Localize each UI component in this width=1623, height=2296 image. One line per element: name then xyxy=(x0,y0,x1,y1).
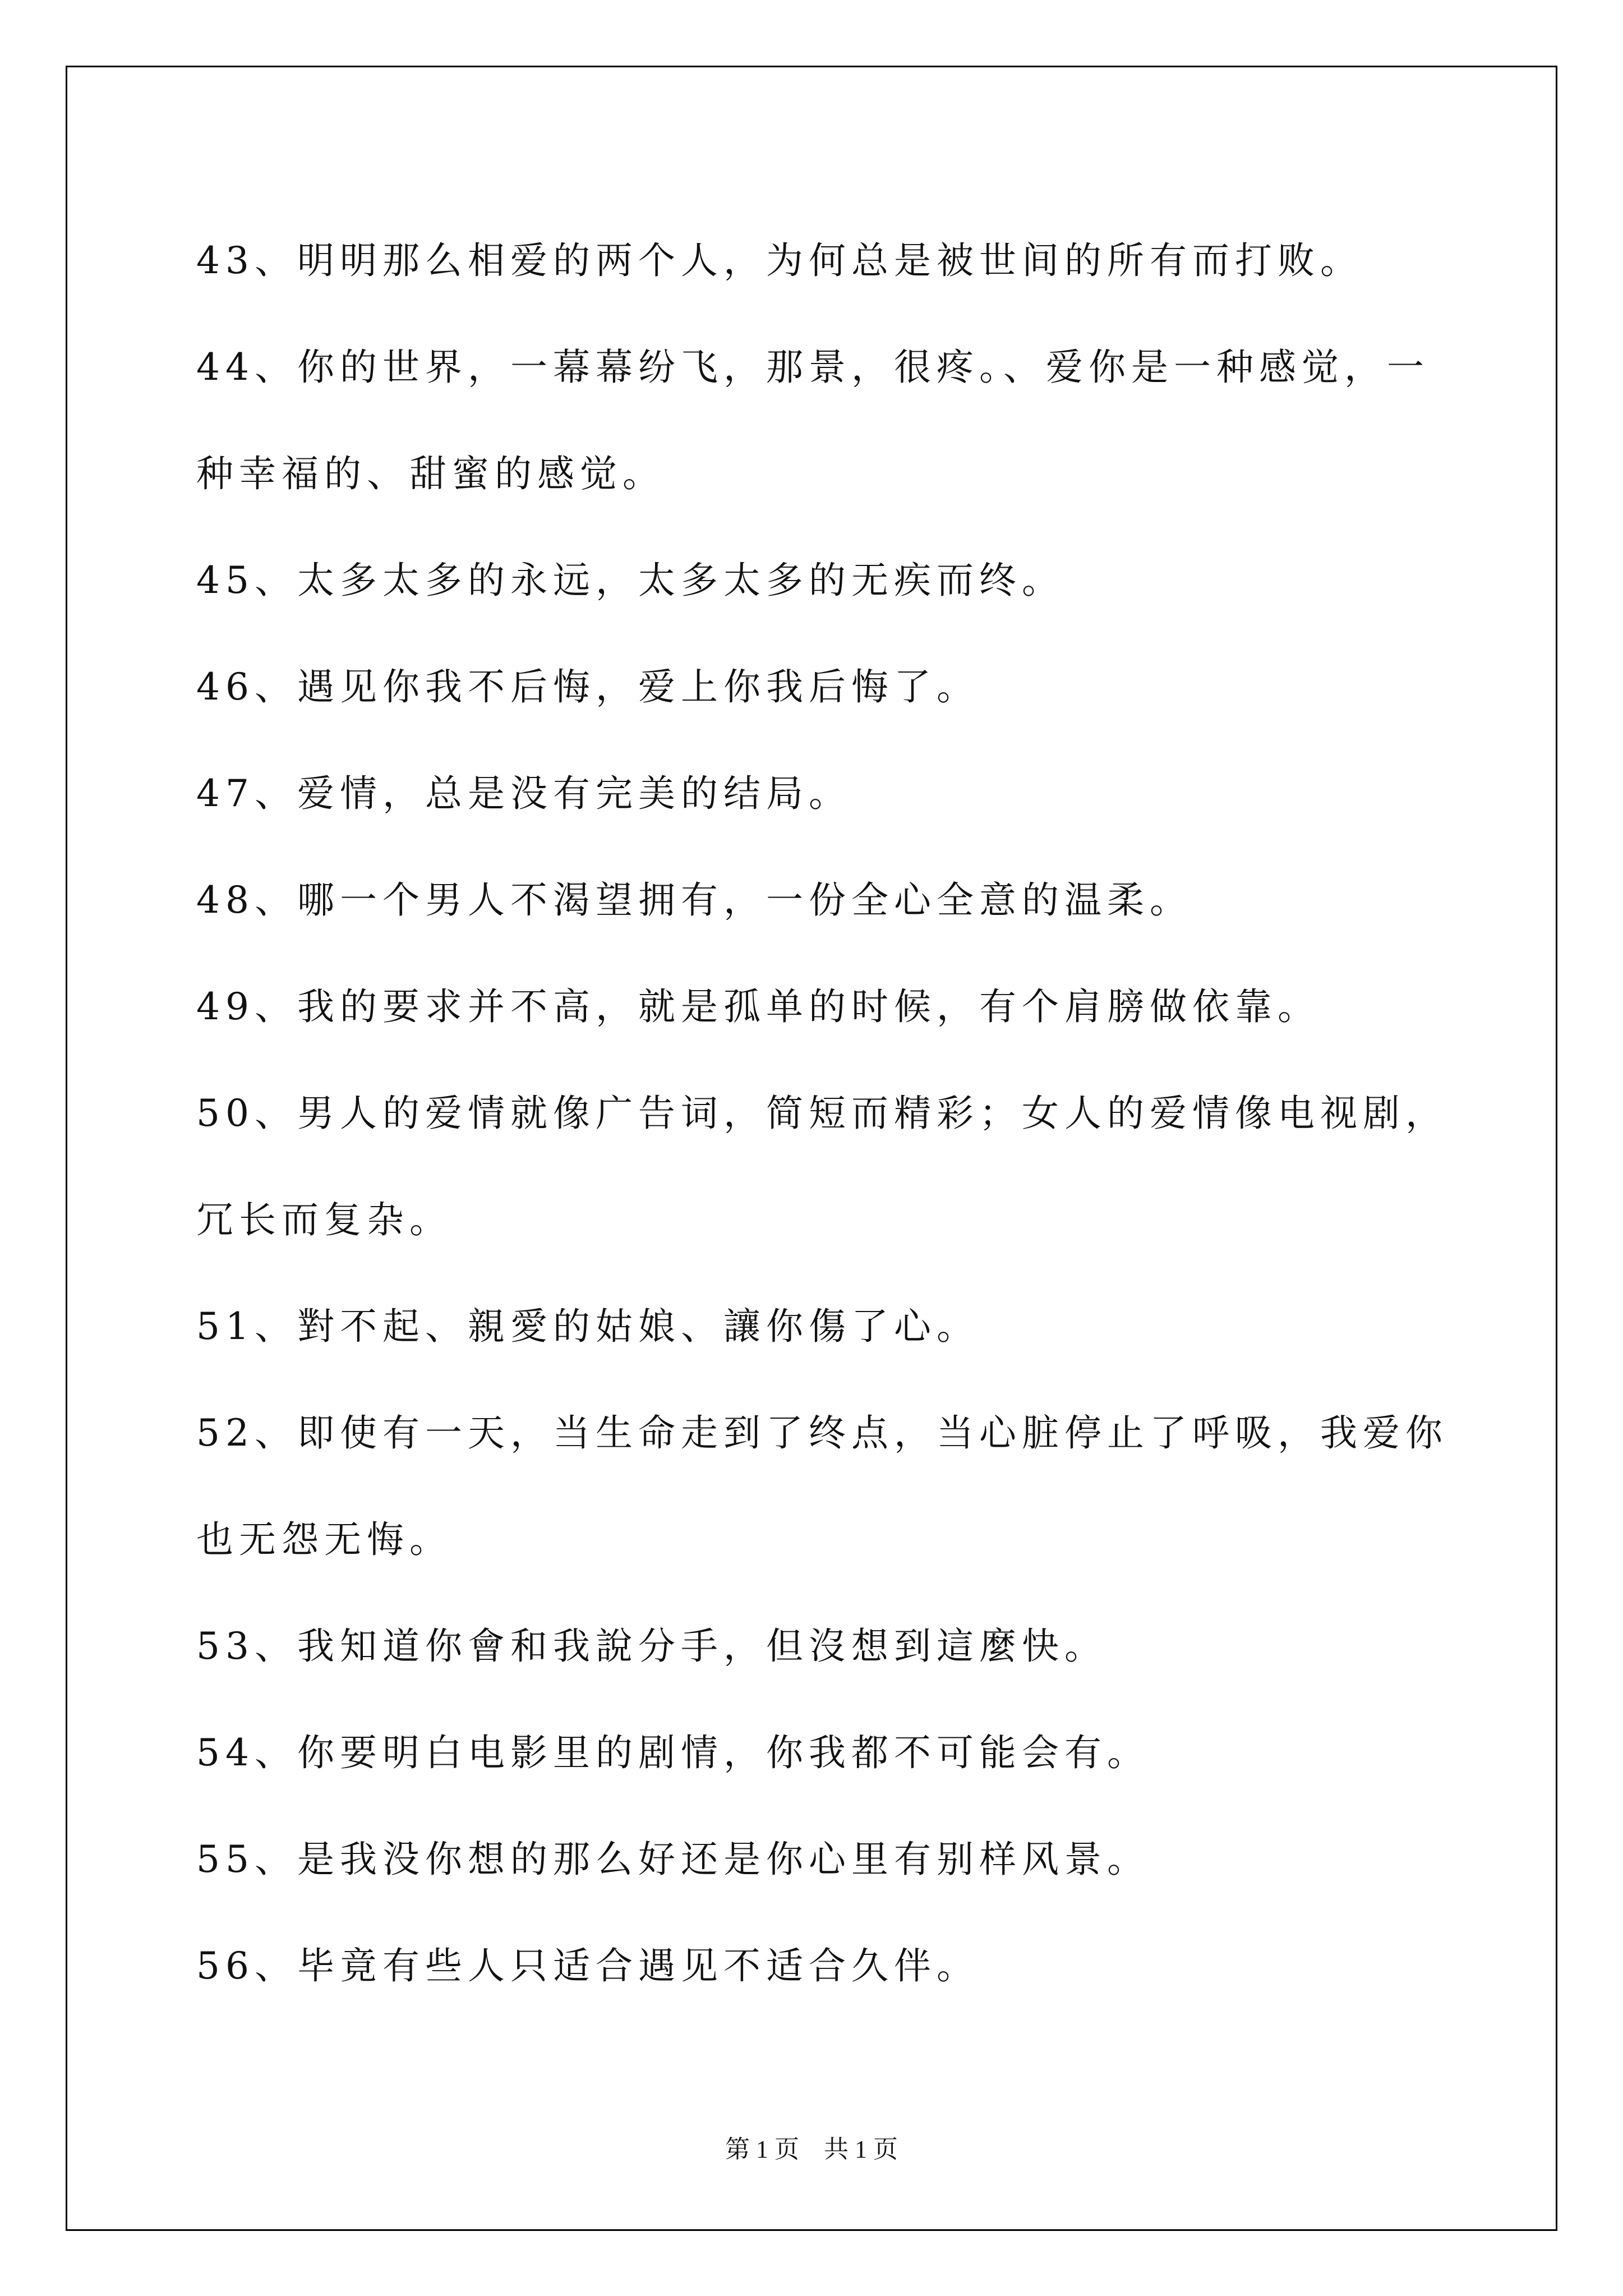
entry-51 xyxy=(196,1273,1458,1380)
entry-52 xyxy=(196,1380,1458,1593)
entry-text: 你要明白电影里的剧情，你我都不可能会有。 xyxy=(297,1731,1150,1774)
entry-56 xyxy=(196,1913,1458,2019)
entry-49 xyxy=(196,954,1458,1060)
entry-text: 哪一个男人不渴望拥有，一份全心全意的温柔。 xyxy=(297,878,1192,922)
entry-separator: 、 xyxy=(254,239,297,282)
entry-separator: 、 xyxy=(254,1944,297,1987)
entry-54 xyxy=(196,1700,1458,1806)
entry-separator: 、 xyxy=(254,1092,297,1135)
entry-separator: 、 xyxy=(254,1305,297,1348)
entry-48 xyxy=(196,847,1458,954)
entry-number: 51 xyxy=(196,1305,255,1348)
entry-text: 明明那么相爱的两个人，为何总是被世间的所有而打败。 xyxy=(297,239,1363,282)
entry-47 xyxy=(196,740,1458,847)
entry-number: 56 xyxy=(196,1944,255,1987)
entry-number: 46 xyxy=(196,665,255,708)
entry-text: 對不起、親愛的姑娘、讓你傷了心。 xyxy=(297,1305,979,1348)
entry-text: 太多太多的永远，太多太多的无疾而终。 xyxy=(297,559,1064,602)
entry-number: 52 xyxy=(196,1411,255,1455)
entry-number: 45 xyxy=(196,559,255,602)
entry-number: 53 xyxy=(196,1625,255,1668)
entry-45 xyxy=(196,527,1458,634)
entry-text: 遇见你我不后悔，爱上你我后悔了。 xyxy=(297,665,979,708)
entry-separator: 、 xyxy=(254,559,297,602)
entry-separator: 、 xyxy=(254,878,297,922)
entry-number: 50 xyxy=(196,1092,255,1135)
entry-separator: 、 xyxy=(254,772,297,815)
entry-separator: 、 xyxy=(254,1838,297,1881)
entry-number: 54 xyxy=(196,1731,255,1774)
entry-46 xyxy=(196,634,1458,740)
entry-50 xyxy=(196,1060,1458,1273)
entry-text: 爱情，总是没有完美的结局。 xyxy=(297,772,851,815)
entry-text: 你的世界，一幕幕纷飞，那景，很疼。、爱你是一种感觉，一种幸福的、甜蜜的感觉。 xyxy=(196,346,1430,495)
entry-number: 47 xyxy=(196,772,255,815)
entry-43 xyxy=(196,208,1458,314)
entry-separator: 、 xyxy=(254,1411,297,1455)
entry-separator: 、 xyxy=(254,346,297,389)
page-number-footer: 第 1 页 共 1 页 xyxy=(725,2136,898,2163)
entry-text: 是我没你想的那么好还是你心里有别样风景。 xyxy=(297,1838,1150,1881)
entry-list xyxy=(196,208,1458,2019)
entry-number: 49 xyxy=(196,985,255,1028)
entry-text: 我的要求并不高，就是孤单的时候，有个肩膀做依靠。 xyxy=(297,985,1320,1028)
entry-number: 43 xyxy=(196,239,255,282)
entry-text: 即使有一天，当生命走到了终点，当心脏停止了呼吸，我爱你也无怨无悔。 xyxy=(196,1411,1448,1561)
entry-number: 44 xyxy=(196,346,255,389)
entry-separator: 、 xyxy=(254,1625,297,1668)
entry-number: 48 xyxy=(196,878,255,922)
entry-text: 毕竟有些人只适合遇见不适合久伴。 xyxy=(297,1944,979,1987)
entry-44 xyxy=(196,314,1458,527)
entry-separator: 、 xyxy=(254,665,297,708)
entry-55 xyxy=(196,1806,1458,1913)
entry-53 xyxy=(196,1593,1458,1700)
entry-text: 我知道你會和我說分手，但沒想到這麼快。 xyxy=(297,1625,1107,1668)
entry-separator: 、 xyxy=(254,1731,297,1774)
entry-text: 男人的爱情就像广告词，简短而精彩；女人的爱情像电视剧，冗长而复杂。 xyxy=(196,1092,1448,1241)
entry-separator: 、 xyxy=(254,985,297,1028)
entry-number: 55 xyxy=(196,1838,255,1881)
